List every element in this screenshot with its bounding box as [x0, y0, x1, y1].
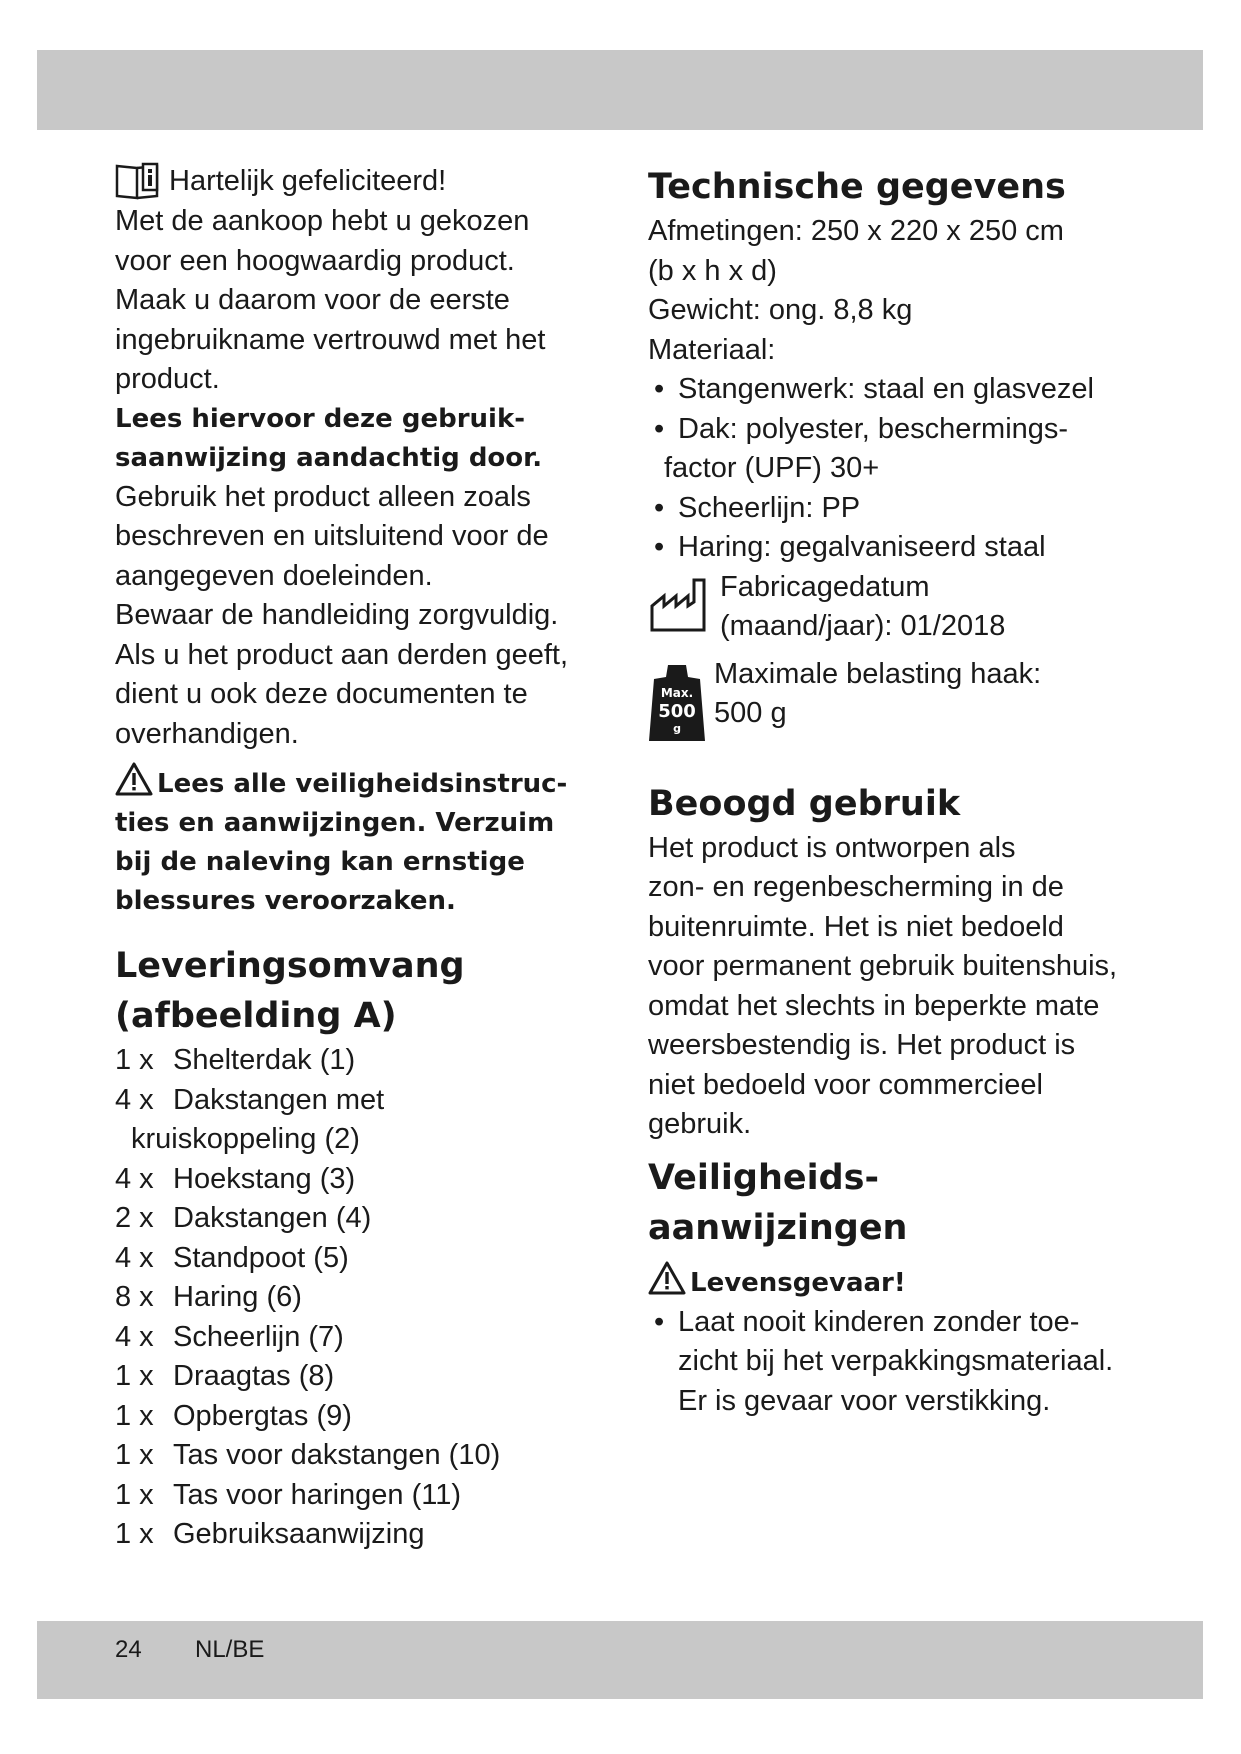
use-line: gebruik. — [648, 1108, 752, 1140]
max-load-line: Maximale belasting haak: — [714, 657, 1042, 690]
item-text: Hoekstang (3) — [173, 1162, 356, 1195]
usage-line: Bewaar de handleiding zorgvuldig. — [115, 599, 559, 631]
use-line: niet bedoeld voor commercieel — [648, 1068, 1043, 1101]
item-text: Opbergtas (9) — [173, 1399, 352, 1432]
warning-triangle-icon — [115, 762, 153, 796]
item-text: Standpoot (5) — [173, 1241, 349, 1274]
list-item — [115, 1278, 615, 1318]
heading-line: Veiligheids- — [648, 1157, 880, 1198]
item-text: Gebruiksaanwijzing — [173, 1518, 425, 1550]
danger-text: Levensgevaar! — [690, 1267, 906, 1298]
item-text: Shelterdak (1) — [173, 1044, 356, 1076]
scope-heading — [115, 941, 615, 1041]
list-item — [648, 410, 1148, 489]
weight: Gewicht: ong. 8,8 kg — [648, 294, 913, 326]
list-item — [648, 1303, 1148, 1422]
safety-warning — [115, 762, 615, 921]
item-text: Haring (6) — [173, 1281, 302, 1313]
right-column — [648, 162, 1148, 1421]
safety-line: Er is gevaar voor verstikking. — [678, 1384, 1051, 1417]
safety-heading — [648, 1153, 1148, 1253]
list-item — [115, 1357, 615, 1397]
scope-list — [115, 1041, 615, 1555]
max-weight-icon — [648, 661, 706, 745]
header-bar — [37, 50, 1203, 130]
use-line: Het product is ontworpen als — [648, 831, 1016, 864]
max-load-line: 500 g — [714, 697, 787, 729]
material-text-continued: factor (UPF) 30+ — [664, 452, 880, 484]
item-text: Dakstangen met — [173, 1083, 385, 1116]
material-text: Stangenwerk: staal en glasvezel — [678, 373, 1094, 405]
language-code: NL/BE — [195, 1636, 265, 1663]
warning-line: blessures veroorzaken. — [115, 886, 456, 916]
list-item — [115, 1397, 615, 1437]
list-item — [115, 1081, 615, 1160]
item-quantity: 8 x — [115, 1281, 154, 1313]
list-item — [648, 370, 1148, 410]
item-quantity: 4 x — [115, 1241, 154, 1274]
intro-line: ingebruikname vertrouwd met het — [115, 323, 546, 356]
usage-line: Gebruik het product alleen zoals — [115, 480, 531, 513]
warning-line: bij de naleving kan ernstige — [115, 847, 525, 877]
factory-icon — [648, 572, 710, 636]
item-text-continued: kruiskoppeling (2) — [131, 1123, 360, 1155]
max-icon-unit: g — [673, 721, 681, 735]
use-line: omdat het slechts in beperkte mate — [648, 989, 1100, 1022]
usage-line: dient u ook deze documenten te — [115, 678, 528, 710]
tech-heading: Technische gegevens — [648, 167, 1066, 207]
material-text: Haring: gegalvaniseerd staal — [678, 531, 1046, 563]
max-icon-label: Max. — [660, 685, 694, 700]
item-quantity: 1 x — [115, 1478, 154, 1511]
safety-line: Laat nooit kinderen zonder toe- — [678, 1305, 1080, 1338]
intro-paragraph — [115, 202, 615, 400]
material-text: Scheerlijn: PP — [678, 491, 861, 524]
dimensions-line: Afmetingen: 250 x 220 x 250 cm — [648, 215, 1064, 247]
item-quantity: 1 x — [115, 1439, 154, 1471]
use-line: zon- en regenbescherming in de — [648, 871, 1064, 903]
item-quantity: 1 x — [115, 1518, 154, 1550]
list-item — [115, 1318, 615, 1358]
warning-line: Lees alle veiligheidsinstruc- — [157, 769, 568, 799]
intended-use-heading: Beoogd gebruik — [648, 783, 961, 824]
list-item — [648, 528, 1148, 568]
list-item — [115, 1239, 615, 1279]
item-text: Tas voor dakstangen (10) — [173, 1439, 501, 1471]
item-text: Dakstangen (4) — [173, 1202, 372, 1234]
manufacture-line: Fabricagedatum — [720, 570, 930, 603]
use-line: weersbestendig is. Het product is — [648, 1029, 1076, 1061]
read-manual-notice — [115, 400, 615, 478]
intro-line: product. — [115, 363, 220, 395]
warning-line: ties en aanwijzingen. Verzuim — [115, 808, 555, 838]
item-quantity: 1 x — [115, 1044, 154, 1076]
notice-line: saanwijzing aandachtig door. — [115, 442, 543, 473]
left-column — [115, 162, 615, 1555]
material-list — [648, 370, 1148, 568]
item-quantity: 4 x — [115, 1083, 154, 1116]
list-item — [115, 1436, 615, 1476]
material-label: Materiaal: — [648, 333, 776, 366]
heading-line: Leveringsomvang — [115, 946, 465, 986]
page-number: 24 — [115, 1636, 142, 1663]
list-item — [115, 1041, 615, 1081]
max-load-row — [648, 655, 1148, 745]
list-item — [115, 1515, 615, 1555]
item-quantity: 4 x — [115, 1162, 154, 1195]
heading-line: aanwijzingen — [648, 1207, 908, 1248]
intro-line: Maak u daarom voor de eerste — [115, 284, 510, 316]
dimensions — [648, 212, 1148, 291]
usage-line: overhandigen. — [115, 717, 299, 750]
usage-line: Als u het product aan derden geeft, — [115, 638, 569, 671]
dimensions-line: (b x h x d) — [648, 254, 777, 287]
material-text: Dak: polyester, beschermings- — [678, 412, 1069, 445]
usage-paragraph — [115, 478, 615, 755]
item-quantity: 1 x — [115, 1399, 154, 1432]
use-line: buitenruimte. Het is niet bedoeld — [648, 910, 1064, 943]
notice-line: Lees hiervoor deze gebruik- — [115, 403, 526, 434]
congrats-line — [115, 162, 615, 202]
item-quantity: 2 x — [115, 1202, 154, 1234]
intro-line: Met de aankoop hebt u gekozen — [115, 205, 530, 237]
item-text: Draagtas (8) — [173, 1360, 335, 1392]
item-text: Tas voor haringen (11) — [173, 1478, 462, 1511]
list-item — [648, 489, 1148, 529]
intended-use-paragraph — [648, 829, 1148, 1145]
danger-heading — [648, 1261, 1148, 1303]
usage-line: aangegeven doeleinden. — [115, 559, 433, 592]
safety-line: zicht bij het verpakkingsmateriaal. — [678, 1345, 1114, 1377]
use-line: voor permanent gebruik buitenshuis, — [648, 950, 1118, 982]
list-item — [115, 1199, 615, 1239]
max-icon-value: 500 — [658, 700, 696, 722]
item-quantity: 1 x — [115, 1360, 154, 1392]
manufacture-line: (maand/jaar): 01/2018 — [720, 610, 1006, 642]
warning-triangle-icon — [648, 1261, 686, 1295]
usage-line: beschreven en uitsluitend voor de — [115, 520, 549, 552]
heading-line: (afbeelding A) — [115, 996, 397, 1036]
safety-list — [648, 1303, 1148, 1422]
congrats-text: Hartelijk gefeliciteerd! — [169, 165, 447, 198]
list-item — [115, 1476, 615, 1516]
item-text: Scheerlijn (7) — [173, 1320, 344, 1353]
list-item — [115, 1160, 615, 1200]
intro-line: voor een hoogwaardig product. — [115, 244, 515, 277]
item-quantity: 4 x — [115, 1320, 154, 1353]
book-info-icon — [115, 162, 163, 202]
manufacture-date-row — [648, 568, 1148, 647]
